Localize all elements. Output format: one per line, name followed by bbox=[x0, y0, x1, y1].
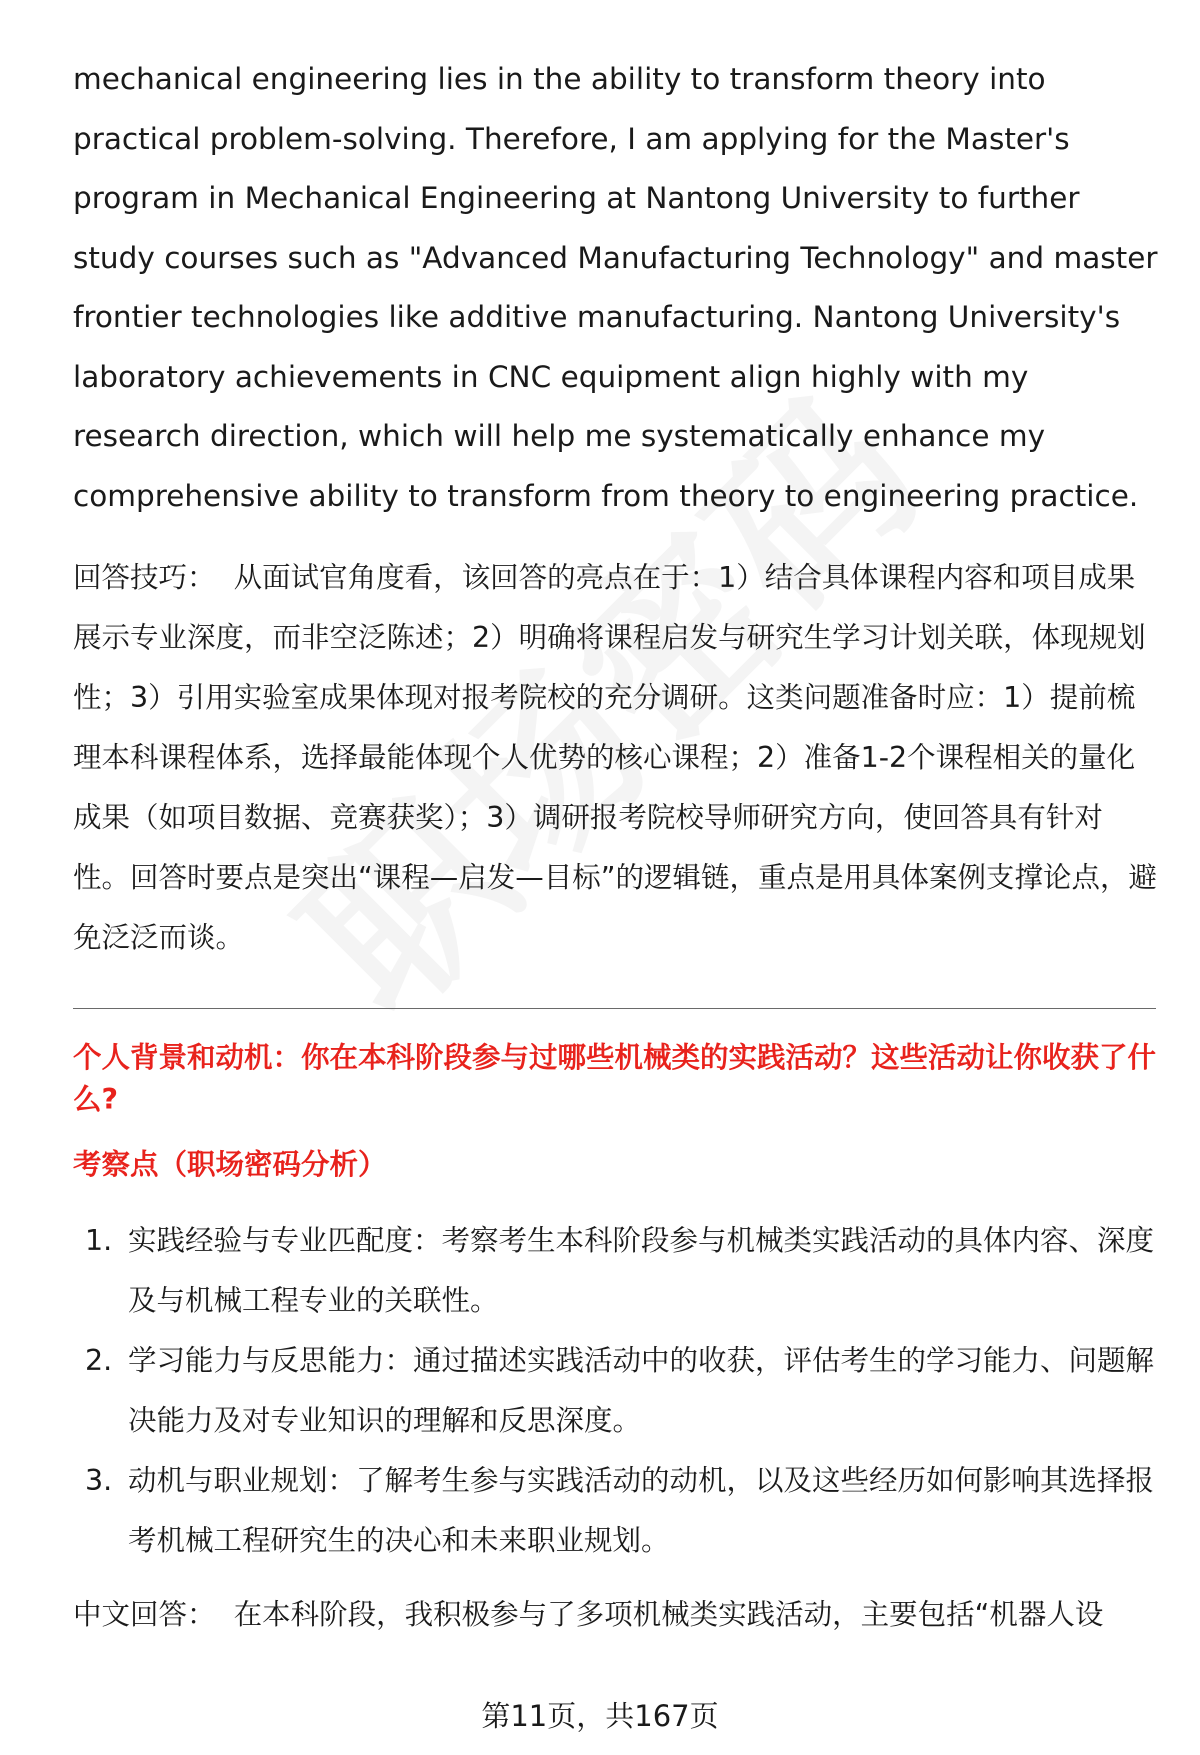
page-number-footer: 第11页，共167页 bbox=[481, 1699, 719, 1733]
chinese-answer-paragraph bbox=[73, 1585, 1158, 1645]
assessment-points-list bbox=[73, 1211, 1158, 1571]
chinese-answer-text: 在本科阶段，我积极参与了多项机械类实践活动，主要包括“机器人设 bbox=[233, 1598, 1104, 1631]
list-item-number: 2. bbox=[85, 1344, 113, 1377]
list-item-text: 学习能力与反思能力：通过描述实践活动中的收获，评估考生的学习能力、问题解决能力及对专业知识的理解和反思深度。 bbox=[128, 1344, 1155, 1437]
list-item-text: 动机与职业规划：了解考生参与实践活动的动机，以及这些经历如何影响其选择报考机械工程研究生的决心和未来职业规划。 bbox=[128, 1464, 1155, 1557]
answer-tips-text: 从面试官角度看，该回答的亮点在于：1）结合具体课程内容和项目成果展示专业深度，而非空泛陈述；2）明确将课程启发与研究生学习计划关联，体现规划性；3）引用实验室成果体现对报考院校的充分调研。这类问题准备时应：1）提前梳理本科课程体系，选择最能体现个人优势的核心课程；2）准备1-2个课程相关的量化成果（如项目数据、竞赛获奖）；3）调研报考院校导师研究方向，使回答具有针对性。回答时要点是突出“课程—启发—目标”的逻辑链，重点是用具体案例支撑论点，避免泛泛而谈。 bbox=[73, 561, 1158, 954]
list-item bbox=[73, 1331, 1158, 1451]
list-item bbox=[73, 1211, 1158, 1331]
document-page bbox=[73, 50, 1158, 1645]
english-answer-paragraph: mechanical engineering lies in the ability to transform theory into practical problem-solving. Therefore, I am applying for the Master's program in Mechanical Engineering at Nantong University to further study courses such as "Advanced Manufacturing Technology" and master frontier technologies like additive manufacturing. Nantong University's laboratory achievements in CNC equipment align highly with my research direction, which will help me systematically enhance my comprehensive ability to transform from theory to engineering practice. bbox=[73, 62, 1158, 513]
list-item-text: 实践经验与专业匹配度：考察考生本科阶段参与机械类实践活动的具体内容、深度及与机械工程专业的关联性。 bbox=[128, 1224, 1155, 1317]
chinese-answer-label: 中文回答： bbox=[73, 1598, 216, 1631]
section-divider bbox=[73, 1008, 1156, 1009]
list-item bbox=[73, 1451, 1158, 1571]
answer-tips-label: 回答技巧： bbox=[73, 561, 216, 594]
answer-tips-paragraph bbox=[73, 548, 1158, 968]
interview-question-heading: 个人背景和动机：你在本科阶段参与过哪些机械类的实践活动？这些活动让你收获了什么? bbox=[73, 1041, 1157, 1116]
list-item-number: 1. bbox=[85, 1224, 113, 1257]
analysis-heading: 考察点（职场密码分析） bbox=[73, 1148, 387, 1181]
list-item-number: 3. bbox=[85, 1464, 113, 1497]
